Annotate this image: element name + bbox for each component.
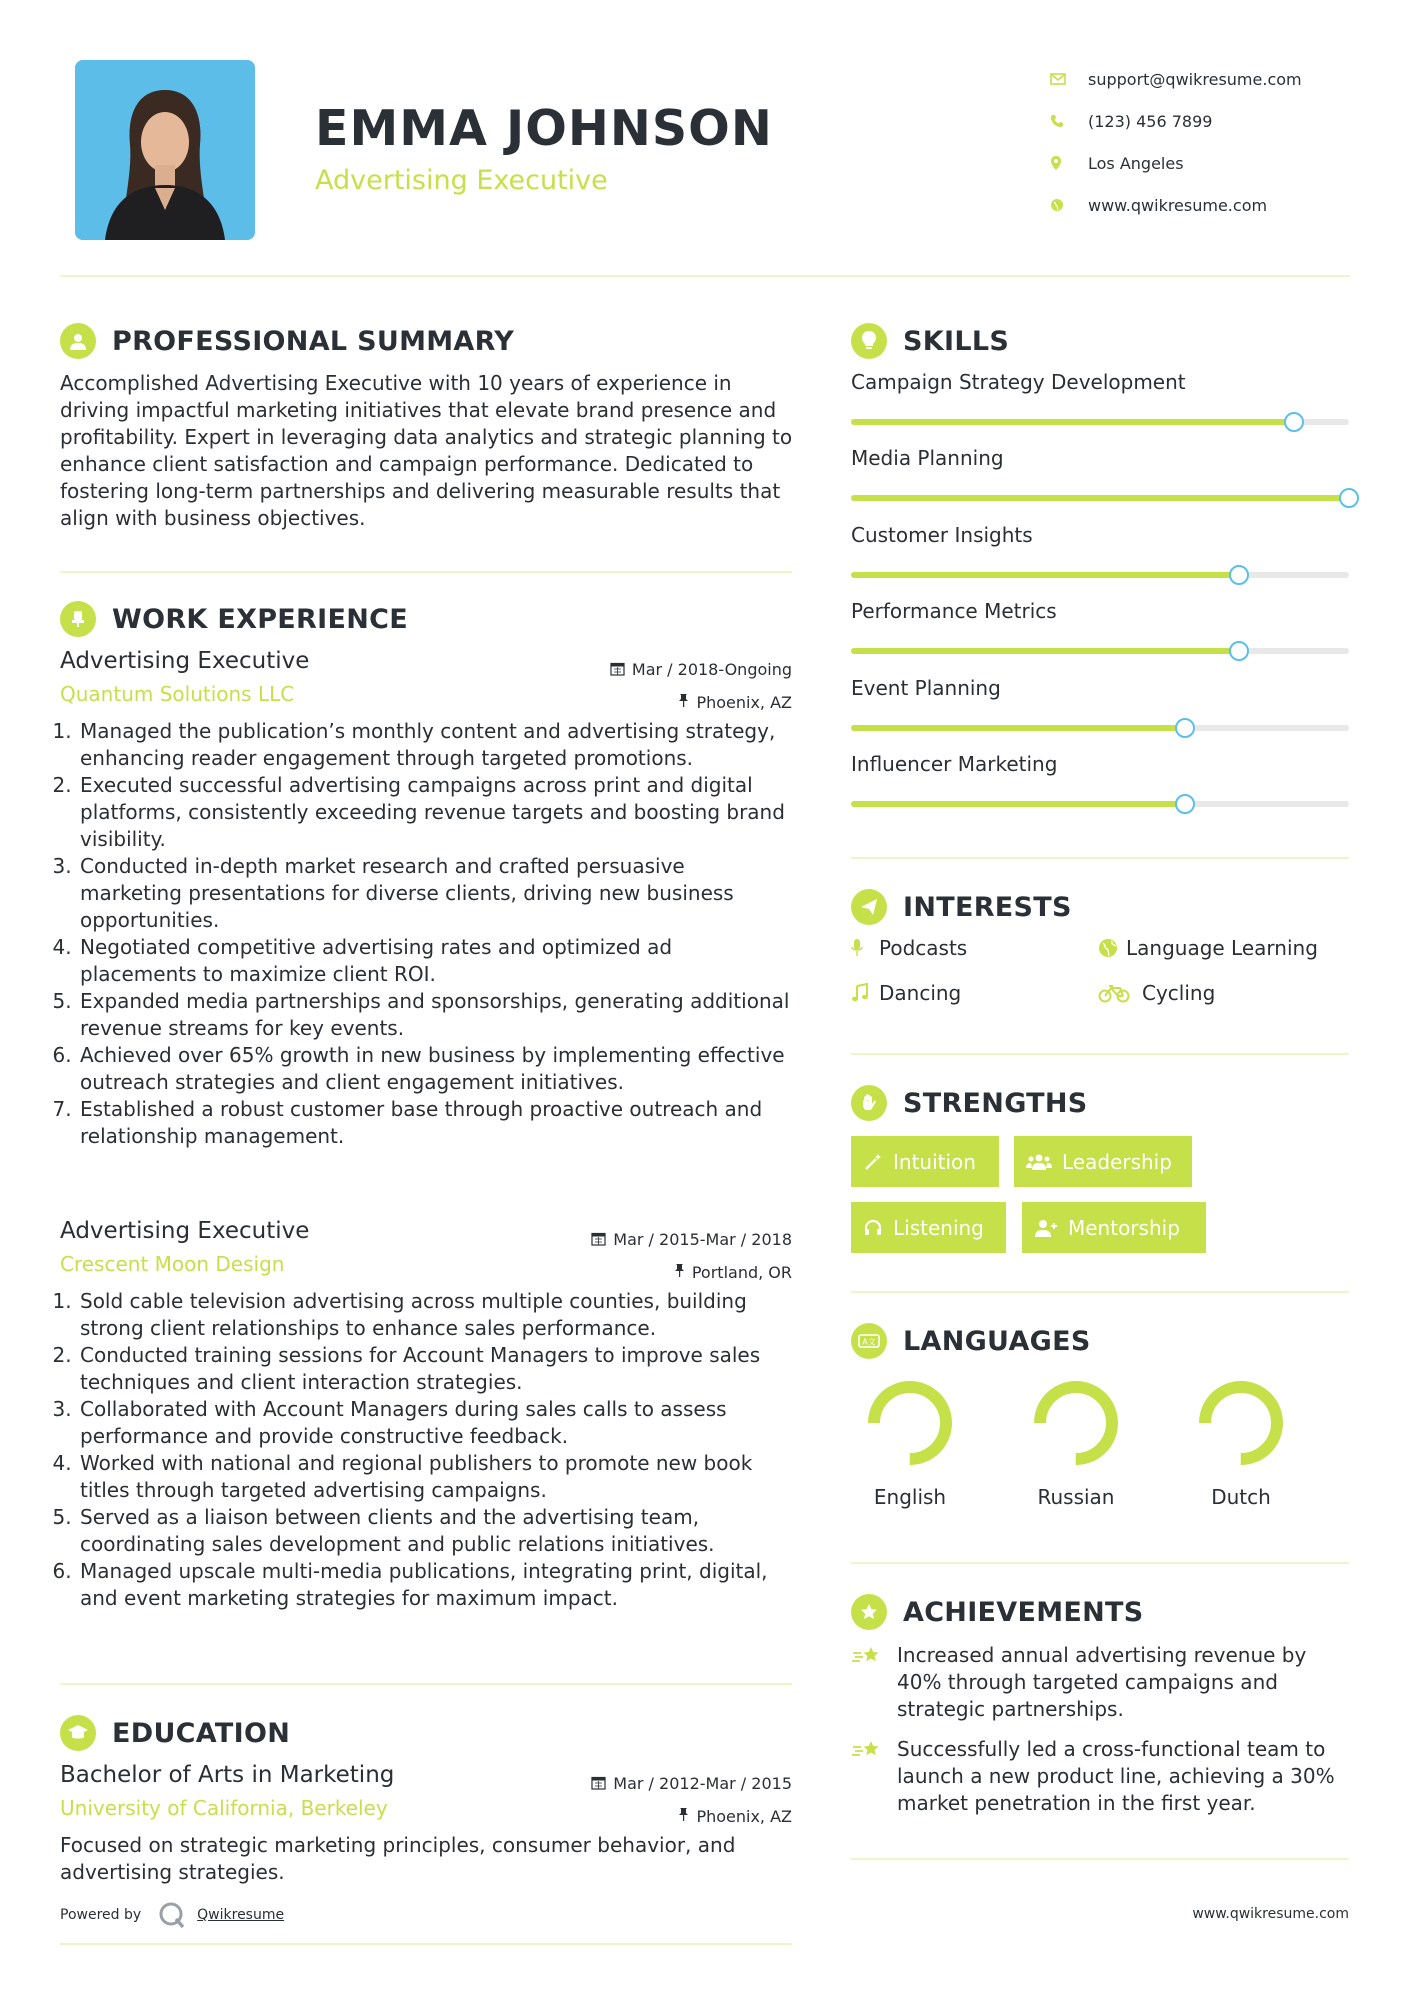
pushpin-icon [674,1257,685,1289]
skills-divider [851,857,1349,859]
summary-divider [60,571,792,573]
user-plus-icon [1034,1218,1058,1238]
strength-badge [851,1136,999,1187]
contact-email-text[interactable]: support@qwikresume.com [1088,69,1302,89]
contact-email [1050,58,1302,100]
footer-divider [60,1943,792,1945]
education-title: EDUCATION [112,1717,291,1749]
job-meta [610,654,792,719]
skill-name: Performance Metrics [851,599,1057,624]
language-proficiency-ring [1193,1375,1289,1471]
skill-bar-track [851,495,1349,501]
skill-item [851,446,1349,501]
achievements-title: ACHIEVEMENTS [903,1596,1144,1628]
summary-title: PROFESSIONAL SUMMARY [112,325,515,357]
interest-item [1098,936,1318,960]
duty-item: 1. Sold cable television advertising across multiple counties, building strong client relationships to enhance sales performance. [78,1288,792,1342]
music-note-icon [851,983,879,1003]
job-dates-row [591,1224,792,1257]
language-item [1016,1375,1136,1509]
job-title: Advertising Executive [60,1218,310,1244]
job-location: Phoenix, AZ [696,692,792,712]
job-company: Crescent Moon Design [60,1252,285,1276]
svg-text:A文: A文 [862,1337,876,1347]
skills-heading [851,323,1009,359]
skill-bar-track [851,648,1349,654]
skill-level-handle [1284,412,1304,432]
education-heading [60,1715,290,1751]
skill-name: Customer Insights [851,522,1033,547]
job-location: Portland, OR [691,1262,792,1282]
skill-name: Media Planning [851,446,1004,471]
candidate-role: Advertising Executive [315,165,608,196]
languages-heading [851,1323,1091,1359]
duty-item: 5. Served as a liaison between clients and the advertising team, coordinating sales development and public relations initiatives. [78,1504,792,1558]
powered-by-label: Powered by [60,1907,142,1923]
globe-icon [1050,198,1088,212]
interests-title: INTERESTS [903,891,1072,923]
bicycle-icon [1098,983,1142,1003]
duty-item: 3. Collaborated with Account Managers during sales calls to assess performance and provide constructive feedback. [78,1396,792,1450]
strength-badge [1022,1202,1206,1253]
skill-bar-fill [851,725,1185,731]
job-dates-row [610,654,792,687]
skill-bar-track [851,801,1349,807]
duty-item: 5. Expanded media partnerships and sponsorships, generating additional revenue streams for key events. [78,988,792,1042]
interest-label: Cycling [1142,981,1216,1005]
calendar-icon [591,1225,606,1257]
interest-label: Language Learning [1126,936,1318,960]
strength-badge [1014,1136,1192,1187]
contact-location-text: Los Angeles [1088,153,1184,173]
skill-bar-track [851,419,1349,425]
contact-location [1050,142,1302,184]
headphones-icon [863,1218,883,1238]
strengths-title: STRENGTHS [903,1087,1088,1119]
interest-label: Podcasts [879,936,968,960]
skill-level-handle [1229,565,1249,585]
summary-heading [60,323,514,359]
map-pin-icon [1050,155,1088,171]
skill-item [851,370,1349,425]
work-heading [60,601,408,637]
work-title: WORK EXPERIENCE [112,603,408,635]
group-icon [1026,1152,1052,1172]
strength-label: Listening [893,1215,984,1240]
phone-icon [1050,114,1088,128]
achievements-divider [851,1858,1349,1860]
strength-label: Mentorship [1068,1215,1180,1240]
interest-item [851,936,967,960]
skill-level-handle [1175,794,1195,814]
strengths-heading [851,1085,1088,1121]
skill-bar-track [851,572,1349,578]
skill-bar-fill [851,495,1349,501]
skill-name: Event Planning [851,675,1001,700]
language-name: Russian [1037,1485,1115,1509]
work-divider [60,1683,792,1685]
candidate-name: EMMA JOHNSON [315,100,773,157]
languages-title: LANGUAGES [903,1325,1091,1357]
language-proficiency-arc [1040,1387,1112,1459]
footer-url[interactable]: www.qwikresume.com [1192,1906,1349,1922]
interests-heading [851,889,1072,925]
interest-item [851,981,961,1005]
calendar-icon [591,1769,606,1801]
star-badge-icon [851,1594,887,1630]
skill-item [851,599,1349,654]
education-meta [591,1768,792,1833]
job-location-row [610,687,792,720]
education-entry [60,1762,792,1886]
job-location-row [591,1257,792,1290]
job-duties [60,718,792,1150]
qwikresume-link[interactable]: Qwikresume [197,1907,285,1923]
duty-item: 2. Executed successful advertising campaigns across print and digital platforms, consistently exceeding revenue targets and boosting brand visibility. [78,772,792,853]
skill-item [851,676,1349,731]
skill-name: Campaign Strategy Development [851,370,1186,394]
envelope-icon [1050,73,1088,85]
shooting-star-icon [851,1736,897,1817]
strength-label: Leadership [1062,1149,1172,1174]
job-dates: Mar / 2018-Ongoing [631,660,792,679]
job-duties [60,1288,792,1612]
interest-label: Dancing [879,981,962,1005]
contact-website [1050,184,1302,226]
duty-item: 2. Conducted training sessions for Account Managers to improve sales techniques and client interaction strategies. [78,1342,792,1396]
skill-level-handle [1339,488,1359,508]
interest-item [1098,981,1215,1005]
strength-badge [851,1202,1006,1253]
job-title: Advertising Executive [60,648,310,674]
achievement-item [851,1642,1351,1723]
pushpin-icon [678,687,689,719]
pushpin-icon [678,1801,689,1833]
language-item [1181,1375,1301,1509]
language-proficiency-ring [1028,1375,1124,1471]
user-icon [60,323,96,359]
duty-item: 3. Conducted in-depth market research and crafted persuasive marketing presentations for diverse clients, driving new business opportunities. [78,853,792,934]
languages-divider [851,1562,1349,1564]
skill-bar-fill [851,419,1294,425]
education-dates-row [591,1768,792,1801]
language-name: Dutch [1211,1485,1271,1509]
job-meta [591,1224,792,1289]
education-dates: Mar / 2012-Mar / 2015 [613,1774,792,1793]
interests-divider [851,1053,1349,1055]
skill-bar-fill [851,572,1239,578]
globe-icon [1098,938,1126,958]
hand-icon [851,1085,887,1121]
duty-item: 6. Managed upscale multi-media publications, integrating print, digital, and event marketing strategies for maximum impact. [78,1558,792,1612]
achievement-item [851,1736,1351,1817]
skill-level-handle [1229,641,1249,661]
language-proficiency-arc [1205,1387,1277,1459]
job-dates: Mar / 2015-Mar / 2018 [613,1230,792,1249]
graduation-icon [60,1715,96,1751]
contact-phone-text[interactable]: (123) 456 7899 [1088,111,1213,131]
skill-bar-fill [851,648,1239,654]
briefcase-icon [60,601,96,637]
skill-item [851,523,1349,578]
skill-name: Influencer Marketing [851,752,1058,776]
paper-plane-icon [851,889,887,925]
strength-label: Intuition [893,1149,976,1174]
language-proficiency-ring [862,1375,958,1471]
lightbulb-icon [851,323,887,359]
education-location: Phoenix, AZ [696,1806,792,1826]
profile-photo [75,60,255,240]
education-description: Focused on strategic marketing principles, consumer behavior, and advertising strategies. [60,1833,736,1884]
skill-item [851,752,1349,807]
strengths-divider [851,1291,1349,1293]
language-proficiency-arc [874,1387,946,1459]
shooting-star-icon [851,1642,897,1723]
language-name: English [873,1485,947,1509]
job-entry [60,648,792,1150]
qwikresume-logo-icon [157,1900,187,1930]
powered-by [60,1900,284,1930]
skill-bar-fill [851,801,1185,807]
contact-website-text[interactable]: www.qwikresume.com [1088,195,1268,215]
job-company: Quantum Solutions LLC [60,682,295,706]
education-location-row [591,1801,792,1834]
duty-item: 4. Negotiated competitive advertising rates and optimized ad placements to maximize client ROI. [78,934,792,988]
duty-item: 1. Managed the publication’s monthly content and advertising strategy, enhancing reader engagement through targeted promotions. [78,718,792,772]
skill-level-handle [1175,718,1195,738]
achievements-heading [851,1594,1144,1630]
contact-phone [1050,100,1302,142]
microphone-icon [851,938,879,958]
language-icon [851,1323,887,1359]
skills-title: SKILLS [903,325,1010,357]
school: University of California, Berkeley [60,1796,388,1820]
achievement-text: Successfully led a cross-functional team to launch a new product line, achieving a 30% market penetration in the first year. [897,1737,1335,1815]
language-item [850,1375,970,1509]
job-entry [60,1218,792,1612]
header-divider [60,275,1350,277]
achievement-text: Increased annual advertising revenue by 40% through targeted campaigns and strategic partnerships. [897,1643,1307,1721]
summary-text: Accomplished Advertising Executive with 10 years of experience in driving impactful marketing initiatives that elevate brand presence and profitability. Expert in leveraging data analytics and strategic planning to enhance client satisfaction and campaign performance. Dedicated to fostering long-term partnerships and delivering measurable results that align with business objectives. [60,371,793,530]
duty-item: 4. Worked with national and regional publishers to promote new book titles through targeted advertising campaigns. [78,1450,792,1504]
magic-wand-icon [863,1152,883,1172]
contact-list [1050,58,1302,226]
duty-item: 6. Achieved over 65% growth in new business by implementing effective outreach strategies and client engagement initiatives. [78,1042,792,1096]
calendar-icon [610,655,625,687]
duty-item: 7. Established a robust customer base through proactive outreach and relationship management. [78,1096,792,1150]
degree: Bachelor of Arts in Marketing [60,1762,395,1788]
skill-bar-track [851,725,1349,731]
